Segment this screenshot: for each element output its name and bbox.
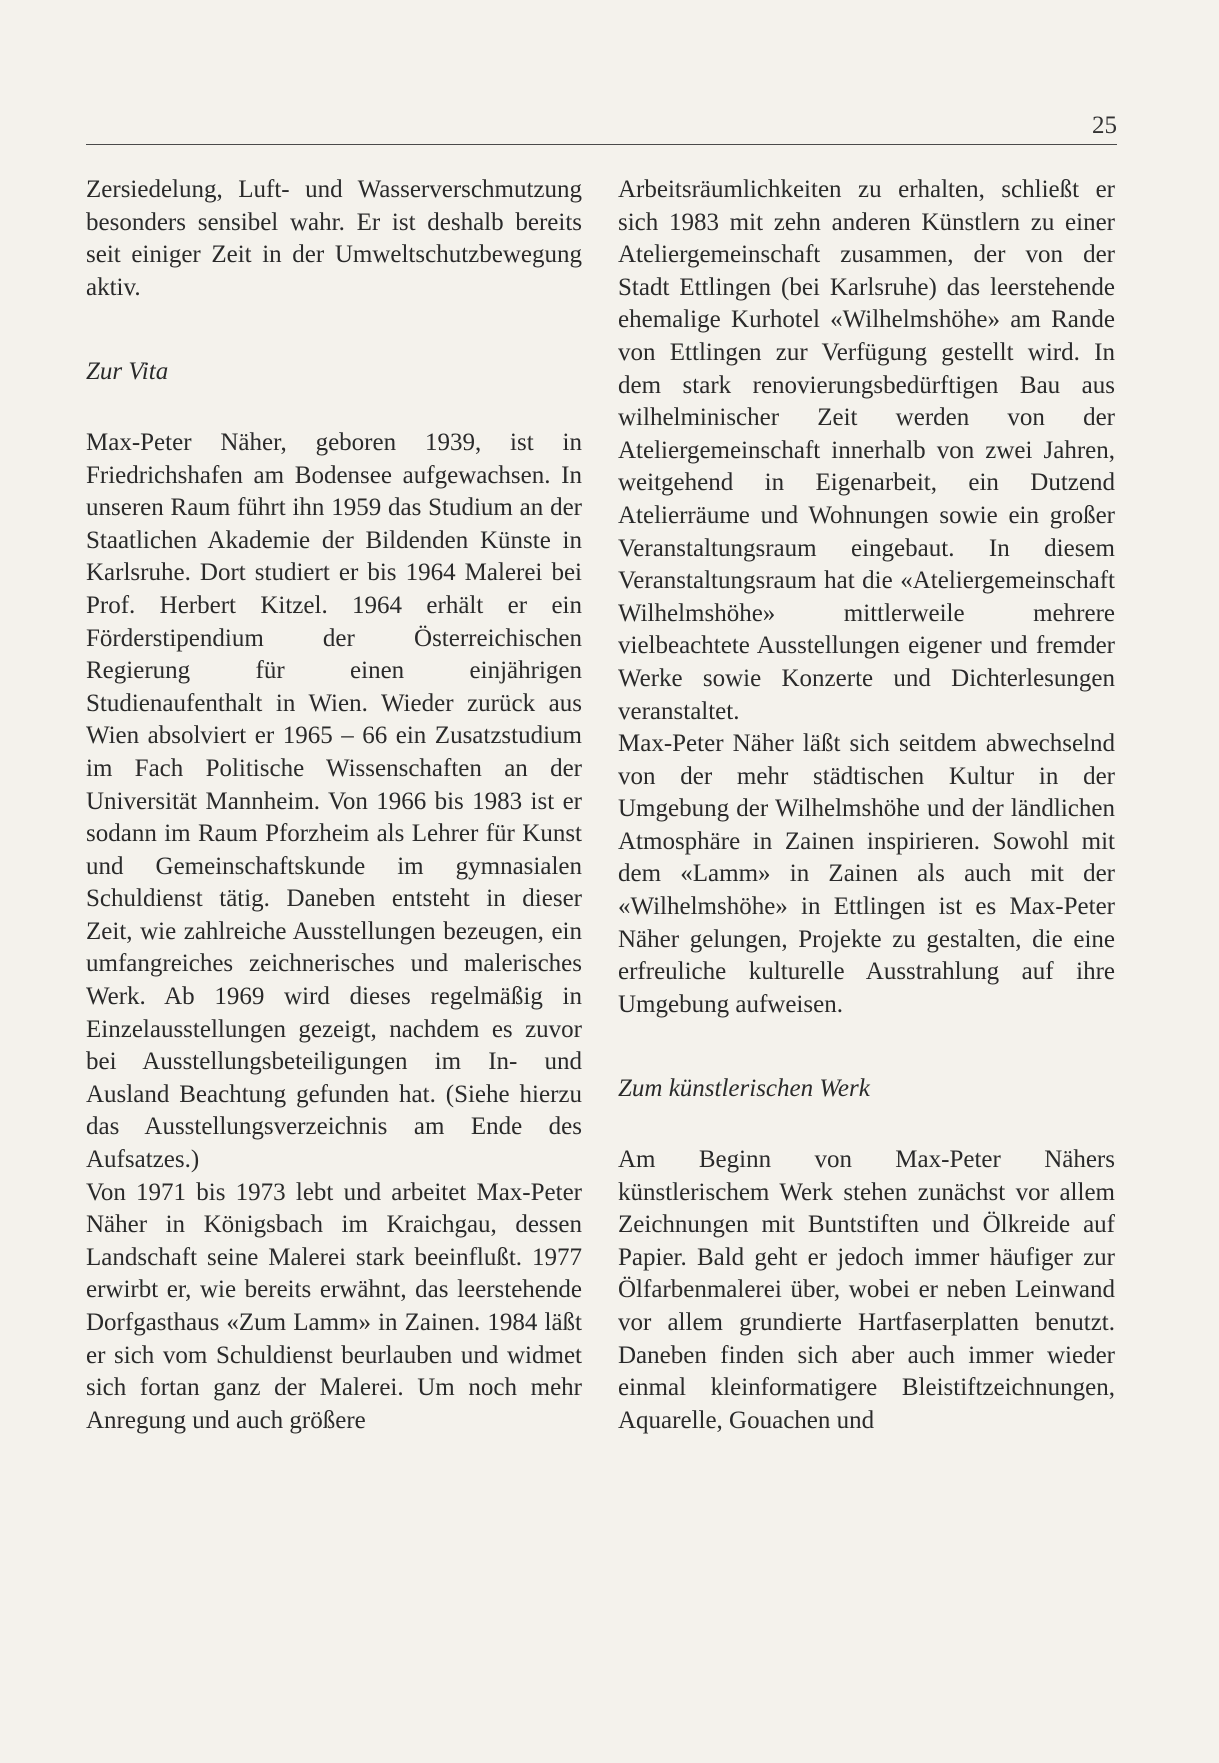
header-rule (86, 144, 1117, 145)
right-column (618, 174, 1115, 1437)
heading-vita: Zur Vita (86, 358, 169, 386)
paragraph-vita-1: Max-Peter Näher, geboren 1939, ist in Friedrichshafen am Bodensee aufgewachsen. In unseren Raum führt ihn 1959 das Studium an der Staatlichen Akademie der Bildenden Künste in Karlsruhe. Dort studiert er bis 1964 Malerei bei Prof. Herbert Kitzel. 1964 erhält er ein Förderstipendium der Österreichischen Regierung für einen einjährigen Studienaufenthalt in Wien. Wieder zurück aus Wien absolviert er 1965 – 66 ein Zusatzstudium im Fach Politische Wissenschaften an der Universität Mannheim. Von 1966 bis 1983 ist er sodann im Raum Pforzheim als Lehrer für Kunst und Gemeinschaftskunde im gymnasialen Schuldienst tätig. Daneben entsteht in dieser Zeit, wie zahlreiche Ausstellungen bezeugen, ein umfangreiches zeichnerisches und malerisches Werk. Ab 1969 wird dieses regelmäßig in Einzelausstellungen gezeigt, nachdem es zuvor bei Ausstellungsbeteiligungen im In- und Ausland Beachtung gefunden hat. (Siehe hierzu das Ausstellungsverzeichnis am Ende des Aufsatzes.) (86, 428, 582, 1174)
page-number: 25 (1092, 112, 1117, 139)
paragraph-vita-2: Von 1971 bis 1973 lebt und arbeitet Max-Peter Näher in Königsbach im Kraichgau, dessen Landschaft seine Malerei stark beeinflußt. 1977 erwirbt er, wie bereits erwähnt, das leerstehende Dorfgasthaus «Zum Lamm» in Zainen. 1984 läßt er sich vom Schuldienst beurlauben und widmet sich fortan ganz der Malerei. Um noch mehr Anregung und auch größere (86, 1178, 582, 1434)
paragraph-continuation: Arbeitsräumlichkeiten zu erhalten, schließt er sich 1983 mit zehn anderen Künstlern zu einer Ateliergemeinschaft zusammen, der von der Stadt Ettlingen (bei Karlsruhe) das leerstehende ehemalige Kurhotel «Wilhelmshöhe» am Rande von Ettlingen zur Verfügung gestellt wird. In dem stark renovierungsbedürftigen Bau aus wilhelminischer Zeit werden von der Ateliergemeinschaft innerhalb von zwei Jahren, weitgehend in Eigenarbeit, ein Dutzend Atelierräume und Wohnungen sowie ein großer Veranstaltungsraum eingebaut. In diesem Veranstaltungsraum hat die «Ateliergemeinschaft Wilhelmshöhe» mittlerweile mehrere vielbeachtete Ausstellungen eigener und fremder Werke sowie Konzerte und Dichterlesungen veranstaltet. (618, 176, 1115, 725)
paragraph-continuation-2: Max-Peter Näher läßt sich seitdem abwechselnd von der mehr städtischen Kultur in der Umgebung der Wilhelmshöhe und der ländlichen Atmosphäre in Zainen inspirieren. Sowohl mit dem «Lamm» in Zainen als auch mit der «Wilhelmshöhe» in Ettlingen ist es Max-Peter Näher gelungen, Projekte zu gestalten, die eine erfreuliche kulturelle Ausstrahlung auf ihre Umgebung aufweisen. (618, 730, 1115, 1018)
heading-werk: Zum künstlerischen Werk (618, 1075, 870, 1103)
paragraph-intro: Zersiedelung, Luft- und Wasserverschmutzung besonders sensibel wahr. Er ist deshalb bereits seit einiger Zeit in der Umweltschutzbewegung aktiv. (86, 176, 582, 301)
paragraph-werk: Am Beginn von Max-Peter Nähers künstlerischem Werk stehen zunächst vor allem Zeichnungen mit Buntstiften und Ölkreide auf Papier. Bald geht er jedoch immer häufiger zur Ölfarbenmalerei über, wobei er neben Leinwand vor allem grundierte Hartfaserplatten benutzt. Daneben finden sich aber auch immer wieder einmal kleinformatigere Bleistiftzeichnungen, Aquarelle, Gouachen und (618, 1146, 1115, 1434)
left-column (86, 174, 582, 1437)
